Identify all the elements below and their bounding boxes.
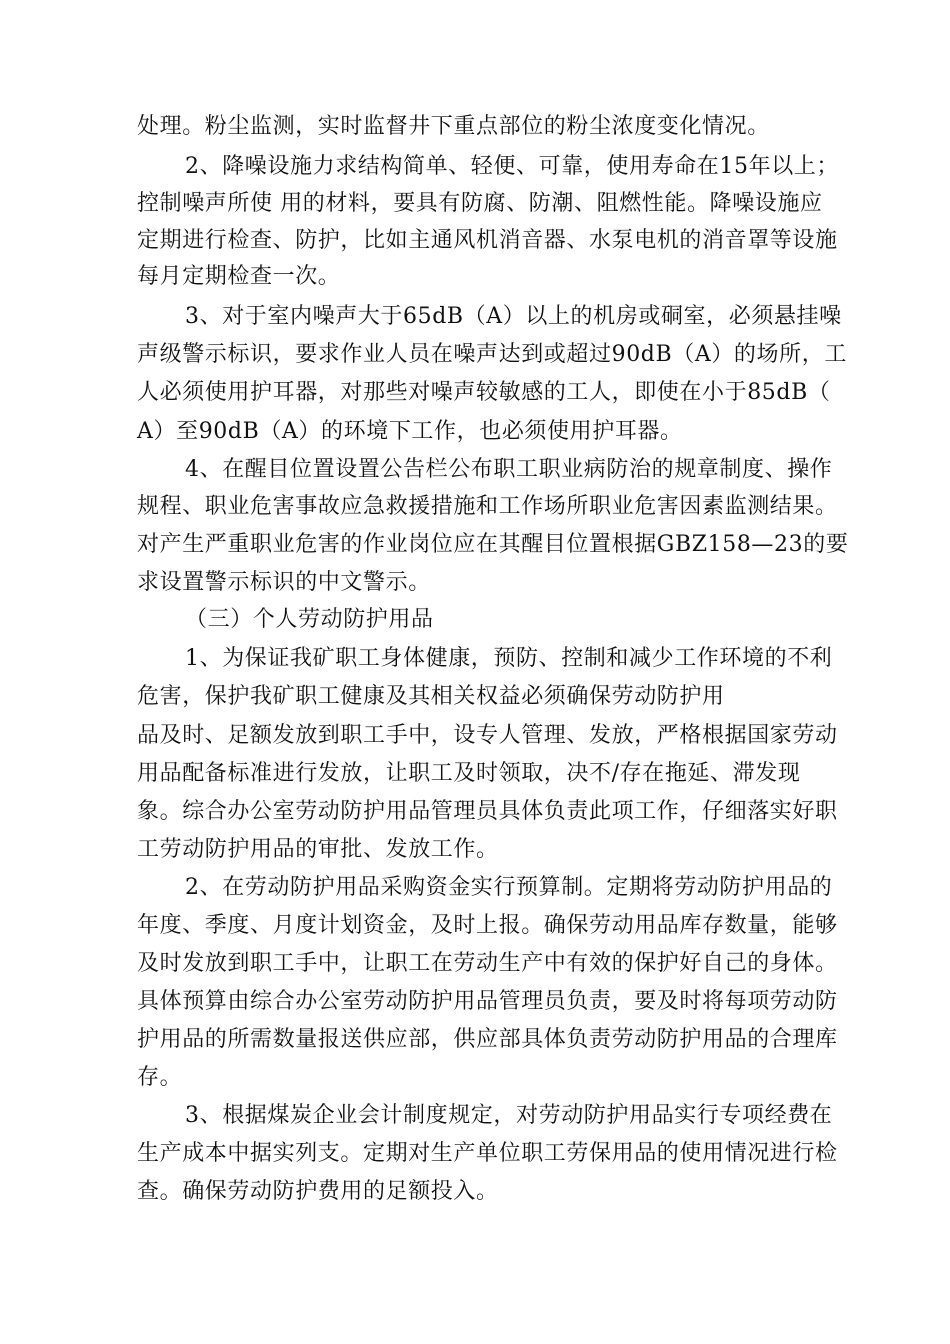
text-line: 1、为保证我矿职工身体健康，预防、控制和减少工作环境的不利: [185, 646, 833, 671]
text-line: 定期进行检查、防护，比如主通风机消音器、水泵电机的消音罩等设施: [137, 228, 838, 253]
text-line: 对产生严重职业危害的作业岗位应在其醒目位置根据GBZ158—23的要: [137, 532, 849, 557]
text-line: 处理。粉尘监测，实时监督井下重点部位的粉尘浓度变化情况。: [137, 114, 770, 139]
text-line: 年度、季度、月度计划资金，及时上报。确保劳动用品库存数量，能够: [137, 913, 838, 938]
text-line: 控制噪声所使 用的材料，要具有防腐、防潮、阻燃性能。降噪设施应: [137, 191, 823, 216]
text-line: 查。确保劳动防护费用的足额投入。: [137, 1179, 499, 1204]
text-line: 象。综合办公室劳动防护用品管理员具体负责此项工作，仔细落实好职: [137, 799, 838, 824]
text-line: 生产成本中据实列支。定期对生产单位职工劳保用品的使用情况进行检: [137, 1141, 838, 1166]
text-line: 人必须使用护耳器，对那些对噪声较敏感的工人，即使在小于85dB（: [137, 380, 831, 405]
text-line: 品及时、足额发放到职工手中，设专人管理、发放，严格根据国家劳动: [137, 723, 838, 748]
text-line: 具体预算由综合办公室劳动防护用品管理员负责，要及时将每项劳动防: [137, 989, 838, 1014]
text-line: 3、对于室内噪声大于65dB（A）以上的机房或硐室，必须悬挂噪: [185, 304, 842, 329]
section-heading: （三）个人劳动防护用品: [185, 607, 434, 632]
text-line: 及时发放到职工手中，让职工在劳动生产中有效的保护好自己的身体。: [137, 951, 838, 976]
text-line: 4、在醒目位置设置公告栏公布职工职业病防治的规章制度、操作: [185, 457, 833, 482]
text-line: 2、降噪设施力求结构简单、轻便、可靠，使用寿命在15年以上；: [185, 154, 839, 179]
text-line: 声级警示标识，要求作业人员在噪声达到或超过90dB（A）的场所，工: [137, 342, 847, 367]
text-line: 规程、职业危害事故应急救援措施和工作场所职业危害因素监测结果。: [137, 494, 838, 519]
text-line: 存。: [137, 1065, 183, 1090]
text-line: A）至90dB（A）的环境下工作，也必须使用护耳器。: [137, 419, 683, 444]
text-line: 护用品的所需数量报送供应部，供应部具体负责劳动防护用品的合理库: [137, 1027, 838, 1052]
text-line: 3、根据煤炭企业会计制度规定，对劳动防护用品实行专项经费在: [185, 1103, 833, 1128]
text-line: 求设置警示标识的中文警示。: [137, 570, 431, 595]
text-line: 危害，保护我矿职工健康及其相关权益必须确保劳动防护用: [137, 684, 725, 709]
text-line: 用品配备标准进行发放，让职工及时领取，决不/存在拖延、滞发现: [137, 761, 801, 786]
text-line: 2、在劳动防护用品采购资金实行预算制。定期将劳动防护用品的: [185, 875, 833, 900]
text-line: 每月定期检查一次。: [137, 264, 341, 289]
text-line: 工劳动防护用品的审批、发放工作。: [137, 837, 499, 862]
